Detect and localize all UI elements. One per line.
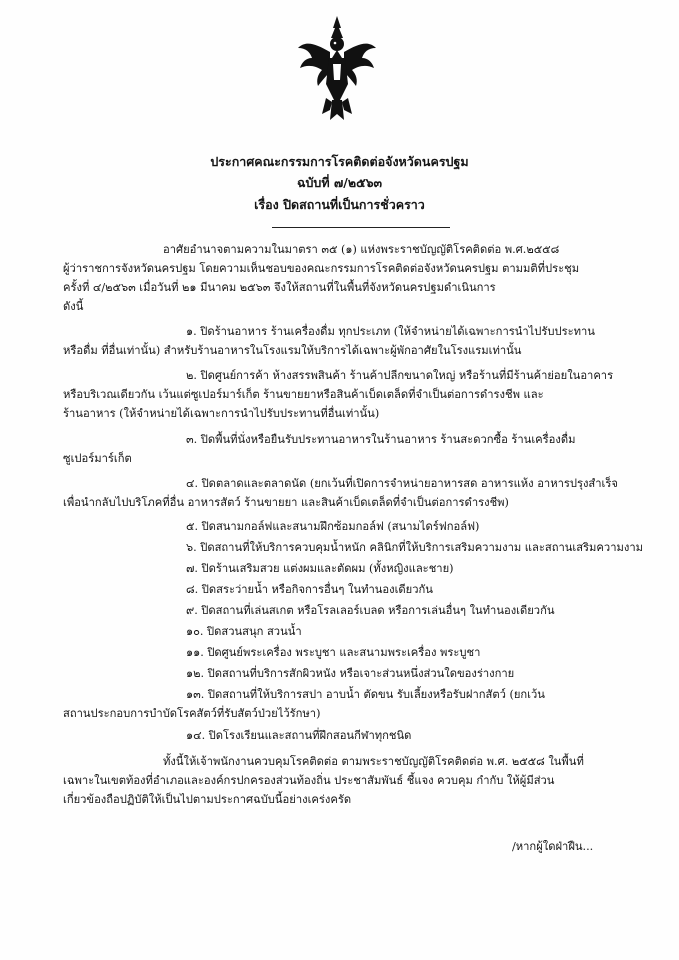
list-item: ๑๐. ปิดสวนสนุก สวนน้ำ <box>186 625 302 638</box>
list-item: เพื่อนำกลับไปบริโภคที่อื่น อาหารสัตว์ ร้านขายยา และสินค้าเบ็ดเตล็ดที่จำเป็นต่อการดำรงชีพ) <box>63 496 509 509</box>
list-item: ๘. ปิดสระว่ายน้ำ หรือกิจการอื่นๆ ในทำนองเดียวกัน <box>186 583 433 596</box>
list-item: ๒. ปิดศูนย์การค้า ห้างสรรพสินค้า ร้านค้าปลีกขนาดใหญ่ หรือร้านที่มีร้านค้าย่อยในอาคาร <box>186 369 614 382</box>
list-item: ๑๑. ปิดศูนย์พระเครื่อง พระบูชา และสนามพระเครื่อง พระบูชา <box>186 646 481 659</box>
closing-line: เกี่ยวข้องถือปฏิบัติให้เป็นไปตามประกาศฉบับนี้อย่างเคร่งครัด <box>63 793 352 806</box>
closing-line: ทั้งนี้ให้เจ้าพนักงานควบคุมโรคติดต่อ ตามพระราชบัญญัติโรคติดต่อ พ.ศ. ๒๕๕๘ ในพื้นที่ <box>163 755 584 768</box>
list-item: ๓. ปิดพื้นที่นั่งหรือยืนรับประทานอาหารในร้านอาหาร ร้านสะดวกซื้อ ร้านเครื่องดื่ม <box>186 433 576 446</box>
garuda-emblem-icon <box>296 14 378 124</box>
list-item: ๔. ปิดตลาดและตลาดนัด (ยกเว้นที่เปิดการจำหน่ายอาหารสด อาหารแห้ง อาหารปรุงสำเร็จ <box>186 477 618 490</box>
list-item: ๑๓. ปิดสถานที่ให้บริการสปา อาบน้ำ ตัดขน รับเลี้ยงหรือรับฝากสัตว์ (ยกเว้น <box>186 688 545 701</box>
header-divider <box>272 227 450 228</box>
list-item: ๙. ปิดสถานที่เล่นสเกต หรือโรลเลอร์เบลด หรือการเล่นอื่นๆ ในทำนองเดียวกัน <box>186 604 555 617</box>
list-item: ๑๔. ปิดโรงเรียนและสถานที่ฝึกสอนกีฬาทุกชนิด <box>186 729 412 742</box>
list-item: สถานประกอบการบำบัดโรคสัตว์ที่รับสัตว์ป่วยไว้รักษา) <box>63 707 321 720</box>
list-item: ร้านอาหาร (ให้จำหน่ายได้เฉพาะการนำไปรับประทานที่อื่นเท่านั้น) <box>63 407 380 420</box>
list-item: หรือดื่ม ที่อื่นเท่านั้น) สำหรับร้านอาหารในโรงแรมให้บริการได้เฉพาะผู้พักอาศัยในโรงแรมเท่านั้น <box>63 344 522 357</box>
announcement-title: ประกาศคณะกรรมการโรคติดต่อจังหวัดนครปฐม <box>210 154 469 169</box>
list-item: ๕. ปิดสนามกอล์ฟและสนามฝึกซ้อมกอล์ฟ (สนามไดร์ฟกอล์ฟ) <box>186 520 480 533</box>
continuation-note: /หากผู้ใดฝ่าฝืน... <box>512 840 594 853</box>
list-item: ๑๒. ปิดสถานที่บริการสักผิวหนัง หรือเจาะส่วนหนึ่งส่วนใดของร่างกาย <box>186 667 515 680</box>
list-item: ๗. ปิดร้านเสริมสวย แต่งผมและตัดผม (ทั้งหญิงและชาย) <box>186 562 454 575</box>
preamble-line: ผู้ว่าราชการจังหวัดนครปฐม โดยความเห็นชอบของคณะกรรมการโรคติดต่อจังหวัดนครปฐม ตามมติที่ประชุม <box>63 262 580 275</box>
closing-line: เฉพาะในเขตท้องที่อำเภอและองค์กรปกครองส่วนท้องถิ่น ประชาสัมพันธ์ ชี้แจง ควบคุม กำกับ ให้ผู้มีส่วน <box>63 774 555 787</box>
preamble-line: ครั้งที่ ๔/๒๕๖๓ เมื่อวันที่ ๒๑ มีนาคม ๒๕๖๓ จึงให้สถานที่ในพื้นที่จังหวัดนครปฐมดำเนินการ <box>63 281 496 294</box>
list-item: ๖. ปิดสถานที่ให้บริการควบคุมน้ำหนัก คลินิกที่ให้บริการเสริมความงาม และสถานเสริมความงาม <box>186 541 643 554</box>
preamble-line: ดังนี้ <box>63 300 84 313</box>
list-item: ๑. ปิดร้านอาหาร ร้านเครื่องดื่ม ทุกประเภท (ให้จำหน่ายได้เฉพาะการนำไปรับประทาน <box>186 325 595 338</box>
list-item: ซูเปอร์มาร์เก็ต <box>63 452 132 465</box>
announcement-issue: ฉบับที่ ๗/๒๕๖๓ <box>296 175 383 190</box>
announcement-subject: เรื่อง ปิดสถานที่เป็นการชั่วคราว <box>254 197 425 212</box>
list-item: หรือบริเวณเดียวกัน เว้นแต่ซูเปอร์มาร์เก็ต ร้านขายยาหรือสินค้าเบ็ดเตล็ดที่จำเป็นต่อการดำรงชีพ และ <box>63 388 544 401</box>
preamble-line: อาศัยอำนาจตามความในมาตรา ๓๕ (๑) แห่งพระราชบัญญัติโรคติดต่อ พ.ศ.๒๕๕๘ <box>163 243 560 256</box>
